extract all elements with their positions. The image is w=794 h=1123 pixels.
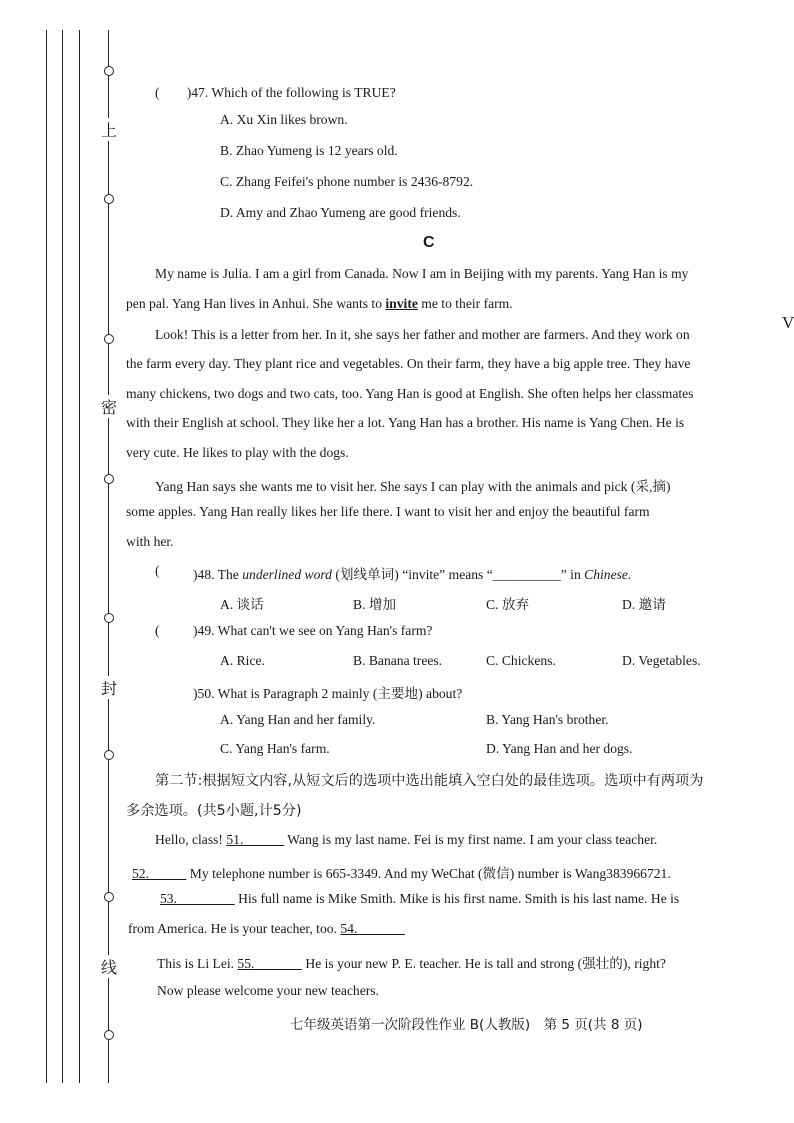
q49-option-b: B. Banana trees. [353, 653, 443, 668]
passage-line: the farm every day. They plant rice and vegetables. On their farm, they have a big apple tree. They have [126, 356, 691, 371]
q50-option-a: A. Yang Han and her family. [220, 712, 376, 727]
seal-circle [104, 194, 114, 204]
passage-line [126, 296, 513, 312]
blank-52[interactable]: 52. [132, 866, 149, 881]
seal-circle [104, 66, 114, 76]
cloze-line [157, 952, 666, 972]
seal-circle [104, 1030, 114, 1040]
passage-line: Yang Han says she wants me to visit her. She says I can play with the animals and pick (采,摘) [155, 479, 671, 494]
q50-option-d: D. Yang Han and her dogs. [486, 741, 633, 756]
q47-option-c: C. Zhang Feifei's phone number is 2436-8792. [220, 174, 474, 189]
seal-char-xian: 线 [101, 955, 117, 978]
seal-circle [104, 334, 114, 344]
blank-53[interactable]: 53. [160, 891, 177, 906]
margin-rule [79, 30, 80, 1083]
q48-stem-text: (划线单词) “invite” means “ [331, 567, 493, 582]
q47-option-b: B. Zhao Yumeng is 12 years old. [220, 143, 398, 158]
q50-option-b: B. Yang Han's brother. [486, 712, 609, 727]
passage-line: many chickens, two dogs and two cats, too. Yang Han is good at English. She often helps her classmates [126, 386, 694, 401]
seal-circle [104, 474, 114, 484]
cloze-line [132, 862, 671, 882]
seal-char-feng: 封 [101, 676, 117, 699]
q47-stem: ( )47. Which of the following is TRUE? [155, 85, 396, 100]
q48-option-d: D. 邀请 [622, 597, 666, 612]
cloze-text: Hello, class! [155, 832, 227, 847]
q48-option-a: A. 谈话 [220, 597, 264, 612]
seal-circle [104, 892, 114, 902]
seal-char-shang: 上 [101, 118, 117, 141]
cloze-text: This is Li Lei. [157, 956, 238, 971]
blank-53-line [177, 891, 235, 906]
passage-text: pen pal. Yang Han lives in Anhui. She wants to [126, 296, 386, 311]
blank-55[interactable]: 55. [237, 956, 255, 971]
cloze-text: He is your new P. E. teacher. He is tall and strong (强壮的), right? [302, 956, 666, 971]
blank-54[interactable]: 54. [340, 921, 358, 936]
q48-blank[interactable]: __________ [492, 567, 561, 582]
margin-rule [46, 30, 47, 1083]
binding-margin [0, 0, 120, 1123]
passage-heading: C [423, 234, 435, 251]
q48-stem-italic: Chinese. [584, 567, 632, 582]
cloze-line [155, 832, 657, 848]
q49-paren: ( [155, 623, 160, 638]
blank-51-line [243, 832, 284, 847]
passage-line: Look! This is a letter from her. In it, she says her father and mother are farmers. And they work on [155, 327, 690, 342]
blank-54-line [357, 921, 405, 936]
passage-line: My name is Julia. I am a girl from Canada. Now I am in Beijing with my parents. Yang Han is my [155, 266, 689, 281]
cloze-line [128, 921, 405, 937]
cloze-text: Wang is my last name. Fei is my first name. I am your class teacher. [284, 832, 658, 847]
q49-stem: )49. What can't we see on Yang Han's farm? [193, 623, 433, 638]
cloze-line: Now please welcome your new teachers. [157, 983, 379, 998]
seal-circle [104, 750, 114, 760]
q47-option-d: D. Amy and Zhao Yumeng are good friends. [220, 205, 461, 220]
cloze-text: His full name is Mike Smith. Mike is his first name. Smith is his last name. He is [234, 891, 680, 906]
passage-line: with her. [126, 534, 174, 549]
stray-mark: V [782, 313, 794, 332]
q48-stem-text: ” in [560, 567, 585, 582]
q49-option-c: C. Chickens. [486, 653, 556, 668]
cloze-text: from America. He is your teacher, too. [128, 921, 341, 936]
margin-rule [62, 30, 63, 1083]
blank-51[interactable]: 51. [226, 832, 244, 847]
passage-line: with their English at school. They like her a lot. Yang Han has a brother. His name is Yang Chen. He is [126, 415, 685, 430]
q48-option-c: C. 放弃 [486, 597, 530, 612]
q48-stem-italic: underlined word [242, 567, 332, 582]
q48-stem-text: )48. The [193, 567, 243, 582]
q50-stem: )50. What is Paragraph 2 mainly (主要地) about? [193, 686, 463, 701]
cloze-line [160, 891, 679, 907]
cloze-text: My telephone number is 665-3349. And my WeChat (微信) number is Wang383966721. [186, 866, 671, 881]
section2-instructions: 多余选项。(共5小题,计5分) [126, 803, 302, 819]
q50-option-c: C. Yang Han's farm. [220, 741, 330, 756]
q48-paren: ( [155, 563, 160, 578]
passage-text: me to their farm. [417, 296, 513, 311]
q48-stem [193, 563, 631, 583]
underlined-word-invite: invite [385, 296, 418, 311]
page-footer: 七年级英语第一次阶段性作业 B(人教版) 第 5 页(共 8 页) [290, 1017, 643, 1033]
passage-line: some apples. Yang Han really likes her life there. I want to visit her and enjoy the beautiful farm [126, 504, 650, 519]
seal-char-mi: 密 [101, 395, 117, 418]
q49-option-a: A. Rice. [220, 653, 265, 668]
q49-option-d: D. Vegetables. [622, 653, 701, 668]
seal-line [108, 30, 109, 1083]
q47-option-a: A. Xu Xin likes brown. [220, 112, 348, 127]
blank-52-line [149, 866, 186, 881]
q48-option-b: B. 增加 [353, 597, 397, 612]
blank-55-line [254, 956, 302, 971]
seal-circle [104, 613, 114, 623]
section2-instructions: 第二节:根据短文内容,从短文后的选项中选出能填入空白处的最佳选项。选项中有两项为 [155, 773, 704, 789]
passage-line: very cute. He likes to play with the dogs. [126, 445, 349, 460]
